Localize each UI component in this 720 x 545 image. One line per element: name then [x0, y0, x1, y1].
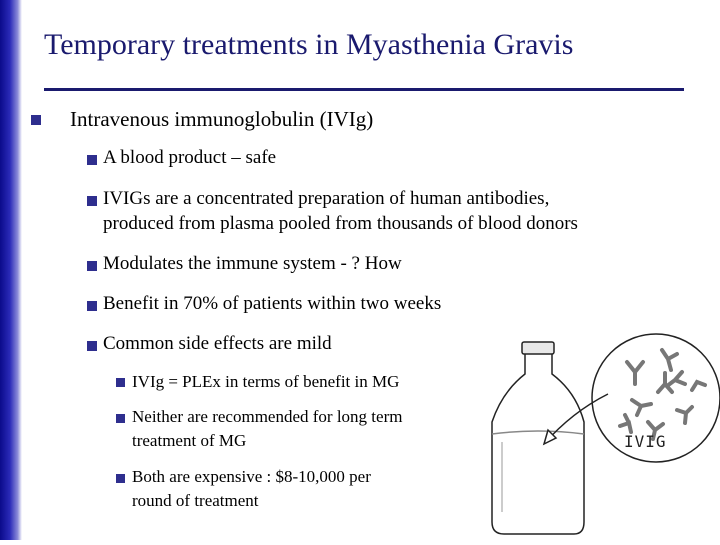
bullet-ivig: Intravenous immunoglobulin (IVIg)	[70, 107, 374, 131]
bullet-side-effects: Common side effects are mild	[103, 333, 332, 354]
bullet-not-recommended-line1: Neither are recommended for long term	[132, 407, 403, 426]
ivig-illustration	[462, 322, 720, 540]
bullet-not-recommended-line2: treatment of MG	[132, 431, 247, 450]
ivig-bottle-icon	[462, 322, 720, 540]
bullet-square-icon	[116, 414, 125, 423]
bullet-blood-product: A blood product – safe	[103, 147, 277, 168]
slide-title: Temporary treatments in Myasthenia Gravis	[44, 28, 574, 61]
bullet-benefit: Benefit in 70% of patients within two weeks	[103, 293, 442, 314]
bullet-square-icon	[87, 261, 97, 271]
bullet-ivig-plex: IVIg = PLEx in terms of benefit in MG	[132, 372, 400, 391]
bullet-square-icon	[116, 474, 125, 483]
bullet-square-icon	[87, 301, 97, 311]
ivig-label: IVIG	[624, 432, 667, 451]
bullet-square-icon	[87, 196, 97, 206]
bullet-square-icon	[116, 378, 125, 387]
left-accent-bar	[0, 0, 22, 540]
bullet-modulates: Modulates the immune system - ? How	[103, 253, 402, 274]
bullet-ivig-preparation-line2: produced from plasma pooled from thousands of blood donors	[103, 213, 578, 234]
bullet-ivig-preparation-line1: IVIGs are a concentrated preparation of human antibodies,	[103, 188, 550, 209]
bullet-expensive-line1: Both are expensive : $8-10,000 per	[132, 467, 371, 486]
bullet-square-icon	[87, 341, 97, 351]
bullet-expensive-line2: round of treatment	[132, 491, 259, 510]
title-divider	[44, 88, 684, 91]
bullet-square-icon	[31, 115, 41, 125]
bullet-square-icon	[87, 155, 97, 165]
